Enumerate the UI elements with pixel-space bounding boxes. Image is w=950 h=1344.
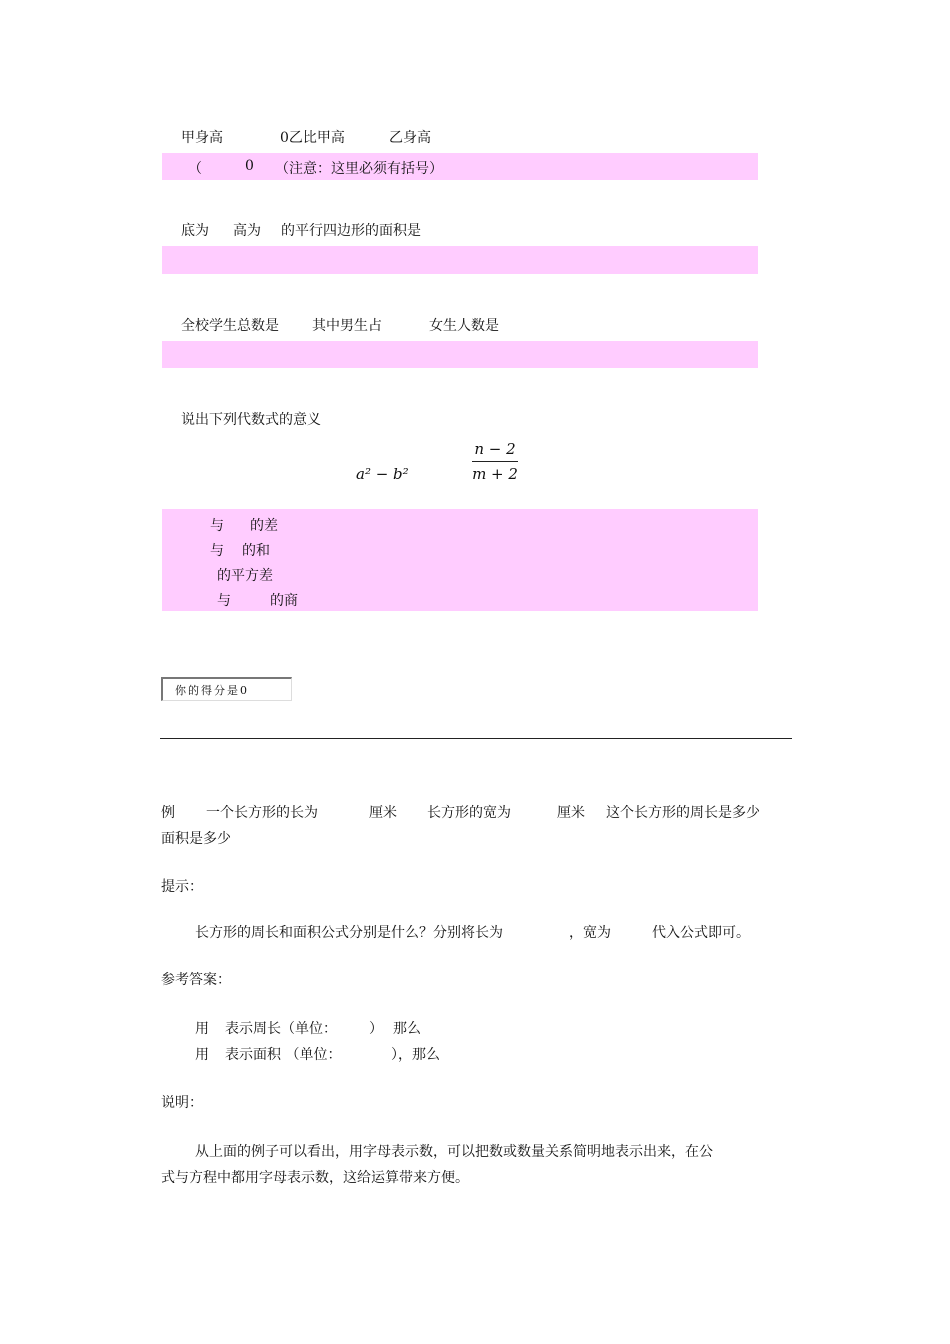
hint-text-3: 代入公式即可。 [652,925,750,941]
q1-answer-value: 0 [245,158,254,174]
q4-fraction-bar [472,461,518,462]
q4-fraction-numerator: n − 2 [474,440,516,458]
reference-1-close: ） [369,1021,383,1037]
q4-answer-2-a: 与 [210,543,224,559]
q4-fraction-denominator: m + 2 [472,465,518,483]
example-label: 例 [161,805,175,821]
hint-text-2: ，宽为 [569,925,611,941]
q4-answer-4-a: 与 [217,593,231,609]
reference-1-text: 表示周长（单位： [225,1021,337,1037]
reference-2-then: ），那么 [391,1047,440,1063]
q4-answer-1-a: 与 [210,518,224,534]
reference-2-text: 表示面积 （单位： [225,1047,342,1063]
q1-answer-open: （ [188,161,202,177]
q1-label-3: 乙身高 [389,130,431,146]
q4-expression-1: a² − b² [356,465,409,483]
hint-label: 提示： [161,879,203,895]
q4-fraction [472,440,518,483]
q1-answer-note: （注意：这里必须有括号） [275,161,443,177]
q3-label-2: 其中男生占 [312,318,382,334]
reference-1-use: 用 [195,1021,209,1037]
note-line-1: 从上面的例子可以看出，用字母表示数，可以把数或数量关系简明地表示出来，在公 [195,1144,713,1160]
q3-label-3: 女生人数是 [429,318,499,334]
note-label: 说明： [161,1095,203,1111]
example-text-2: 厘米 [369,805,397,821]
q4-answer-3-b: 的平方差 [217,568,273,584]
reference-label: 参考答案： [161,972,231,988]
reference-1-then: 那么 [393,1021,421,1037]
q3-label-1: 全校学生总数是 [181,318,279,334]
example-text-4: 厘米 [557,805,585,821]
example-text-3: 长方形的宽为 [427,805,511,821]
q2-label-1: 底为 [181,223,209,239]
example-text-1: 一个长方形的长为 [206,805,318,821]
q3-answer-area[interactable] [162,341,758,368]
example-text-line-2: 面积是多少 [161,831,231,847]
q1-label-2: 0乙比甲高 [280,130,345,146]
q4-answer-2-b: 的和 [242,543,270,559]
reference-2-use: 用 [195,1047,209,1063]
q1-answer-area[interactable] [162,153,758,180]
section-divider [160,738,792,739]
note-line-2: 式与方程中都用字母表示数，这给运算带来方便。 [161,1170,469,1186]
q4-answer-4-b: 的商 [270,593,298,609]
q2-label-2: 高为 [233,223,261,239]
score-display: 你的得分是0 [161,677,292,701]
hint-text-1: 长方形的周长和面积公式分别是什么？分别将长为 [195,925,503,941]
q1-label-1: 甲身高 [181,130,223,146]
q2-answer-area[interactable] [162,246,758,274]
q2-label-3: 的平行四边形的面积是 [281,223,421,239]
q4-answer-area[interactable] [162,509,758,611]
q4-prompt: 说出下列代数式的意义 [181,412,321,428]
example-text-5: 这个长方形的周长是多少 [606,805,760,821]
q4-answer-1-b: 的差 [250,518,278,534]
